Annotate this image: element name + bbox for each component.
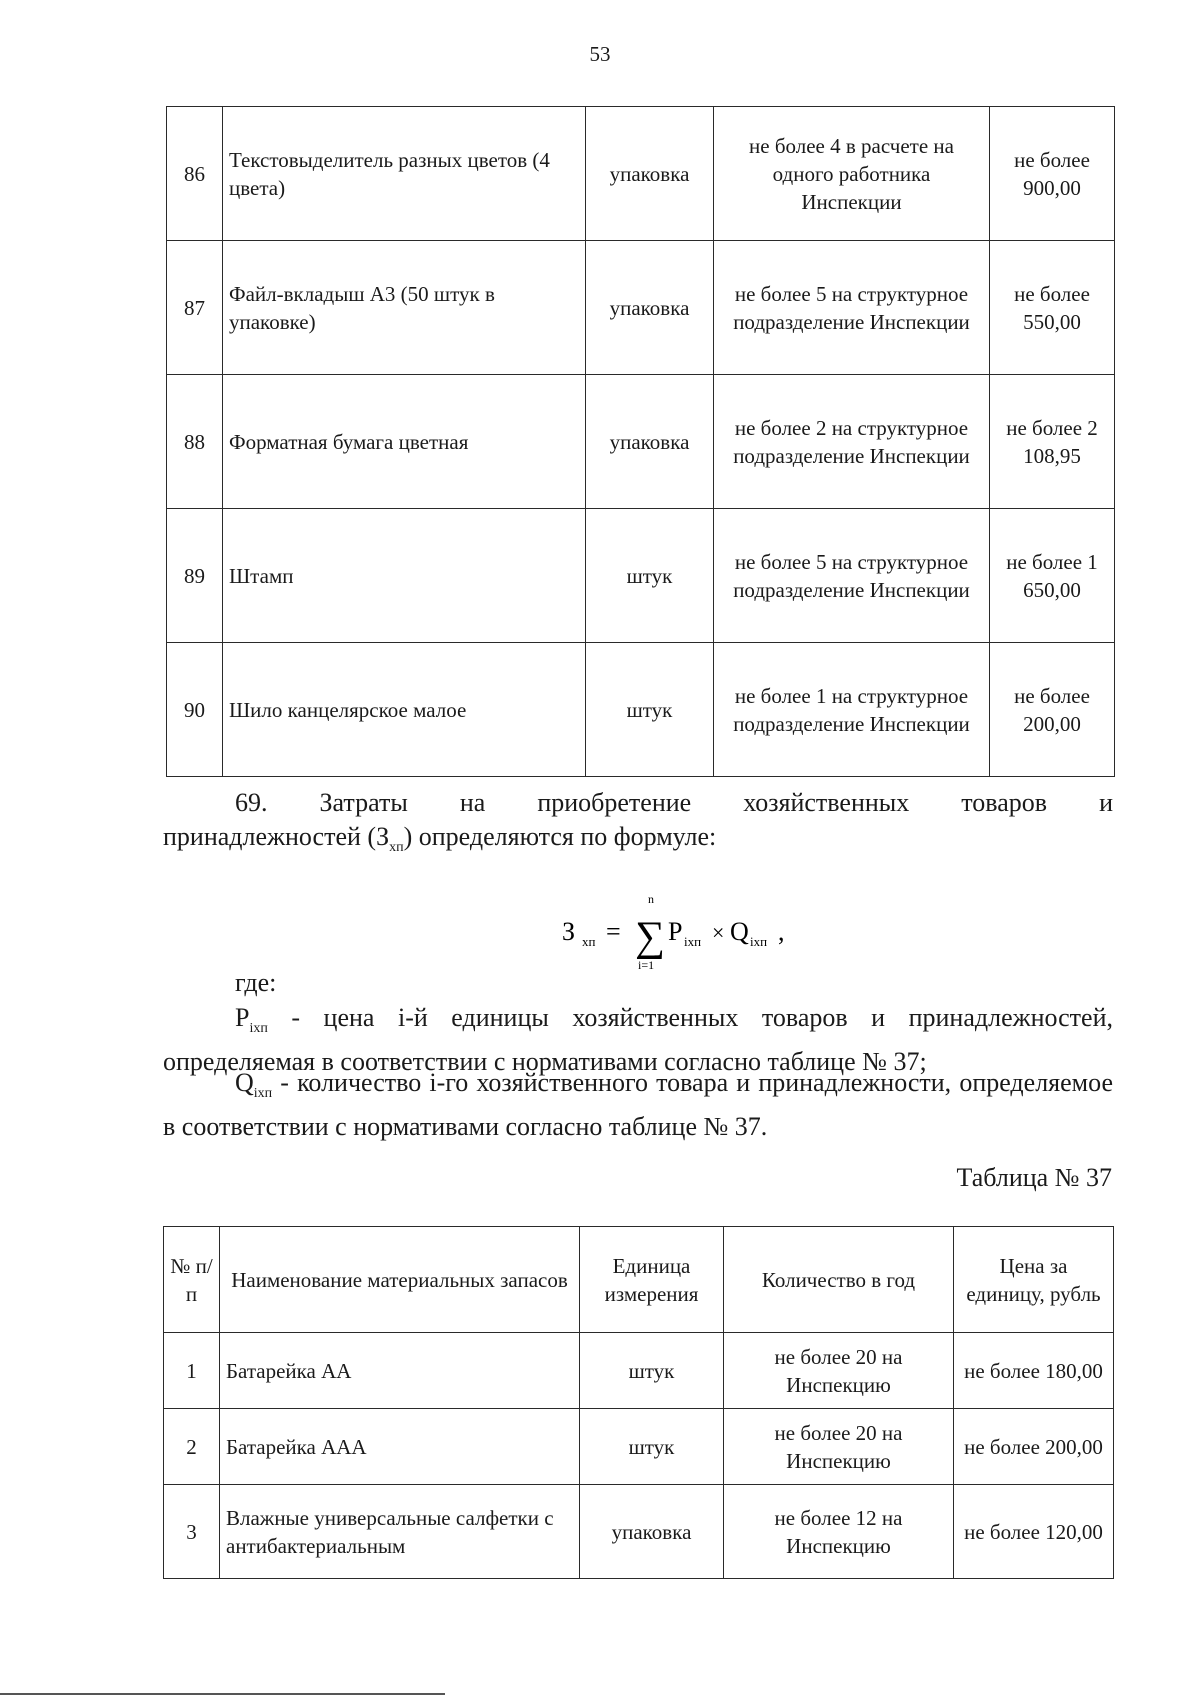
item-unit: штук — [580, 1409, 724, 1485]
where-label: где: — [235, 968, 277, 997]
item-price: не более 2 108,95 — [990, 375, 1115, 509]
table-row — [167, 509, 1115, 643]
formula-sum-bottom: i=1 — [638, 958, 655, 970]
page-number: 53 — [589, 42, 611, 66]
row-number: 2 — [164, 1409, 220, 1485]
item-quantity: не более 12 на Инспекцию — [724, 1485, 954, 1579]
header-num: № п/п — [164, 1227, 220, 1333]
item-unit: упаковка — [586, 241, 714, 375]
table-row — [167, 375, 1115, 509]
item-name: Штамп — [223, 509, 586, 643]
formula-comma: , — [778, 917, 785, 946]
formula-sum-top: n — [648, 892, 654, 906]
item-price: не более 180,00 — [954, 1333, 1114, 1409]
text: принадлежностей (З — [163, 822, 390, 851]
header-unit: Единица измерения — [580, 1227, 724, 1333]
row-number: 87 — [167, 241, 223, 375]
row-number: 88 — [167, 375, 223, 509]
header-qty: Количество в год — [724, 1227, 954, 1333]
definition-text: - количество i-го хозяйственного товара и принадлежности, определяемое в соответствии с нормативами согласно таблице № 37. — [163, 1068, 1113, 1142]
item-price: не более 900,00 — [990, 107, 1115, 241]
item-price: не более 120,00 — [954, 1485, 1114, 1579]
row-number: 90 — [167, 643, 223, 777]
table-row — [164, 1333, 1114, 1409]
formula-p-sub: iхп — [684, 934, 702, 949]
item-name: Батарейка ААА — [220, 1409, 580, 1485]
row-number: 89 — [167, 509, 223, 643]
formula-lhs: З — [562, 917, 576, 946]
subscript: iхп — [249, 1021, 268, 1037]
item-quantity: не более 2 на структурное подразделение Инспекции — [714, 375, 990, 509]
header-price: Цена за единицу, рубль — [954, 1227, 1114, 1333]
item-name: Файл-вкладыш А3 (50 штук в упаковке) — [223, 241, 586, 375]
item-quantity: не более 20 на Инспекцию — [724, 1333, 954, 1409]
item-unit: штук — [586, 509, 714, 643]
paragraph-69-line1: 69. Затраты на приобретение хозяйственных товаров и — [235, 788, 1113, 817]
row-number: 1 — [164, 1333, 220, 1409]
paragraph-69-line2 — [163, 820, 1113, 864]
item-quantity: не более 1 на структурное подразделение Инспекции — [714, 643, 990, 777]
item-name: Батарейка АА — [220, 1333, 580, 1409]
formula-sigma: ∑ — [635, 914, 665, 960]
formula-q: Q — [730, 917, 749, 946]
item-price: не более 200,00 — [954, 1409, 1114, 1485]
symbol-p: P — [235, 1003, 250, 1032]
table-row — [164, 1409, 1114, 1485]
table-row — [167, 241, 1115, 375]
item-quantity: не более 4 в расчете на одного работника Инспекции — [714, 107, 990, 241]
item-quantity: не более 5 на структурное подразделение Инспекции — [714, 509, 990, 643]
cost-formula — [540, 890, 800, 970]
subscript: iхп — [253, 1086, 273, 1102]
text: ) определяются по формуле: — [403, 822, 717, 851]
item-unit: штук — [586, 643, 714, 777]
symbol-q: Q — [235, 1068, 254, 1097]
formula-times: × — [712, 920, 725, 945]
row-number: 86 — [167, 107, 223, 241]
table-row — [167, 107, 1115, 241]
item-unit: упаковка — [586, 375, 714, 509]
item-price: не более 550,00 — [990, 241, 1115, 375]
item-unit: упаковка — [580, 1485, 724, 1579]
item-name: Влажные универсальные салфетки с антибактериальным — [220, 1485, 580, 1579]
definition-text: - цена i-й единицы хозяйственных товаров и принадлежностей, определяемая в соответствии с нормативами согласно таблице № 37; — [163, 1003, 1113, 1077]
item-name: Текстовыделитель разных цветов (4 цвета) — [223, 107, 586, 241]
item-unit: штук — [580, 1333, 724, 1409]
item-quantity: не более 20 на Инспекцию — [724, 1409, 954, 1485]
item-name: Форматная бумага цветная — [223, 375, 586, 509]
definition-q — [163, 1066, 1113, 1143]
formula-p: P — [668, 917, 683, 946]
table-caption: Таблица № 37 — [956, 1163, 1112, 1192]
item-price: не более 1 650,00 — [990, 509, 1115, 643]
table-row — [167, 643, 1115, 777]
item-quantity: не более 5 на структурное подразделение Инспекции — [714, 241, 990, 375]
formula-q-sub: iхп — [750, 934, 768, 949]
supplies-table-continued — [166, 106, 1115, 777]
header-name: Наименование материальных запасов — [220, 1227, 580, 1333]
formula-equals: = — [606, 917, 621, 946]
subscript: хп — [389, 840, 404, 856]
table-header-row — [164, 1227, 1114, 1333]
table-37 — [163, 1226, 1114, 1579]
formula-lhs-sub: хп — [582, 934, 596, 949]
item-name: Шило канцелярское малое — [223, 643, 586, 777]
table-row — [164, 1485, 1114, 1579]
row-number: 3 — [164, 1485, 220, 1579]
item-unit: упаковка — [586, 107, 714, 241]
footer-divider — [0, 1693, 445, 1695]
item-price: не более 200,00 — [990, 643, 1115, 777]
